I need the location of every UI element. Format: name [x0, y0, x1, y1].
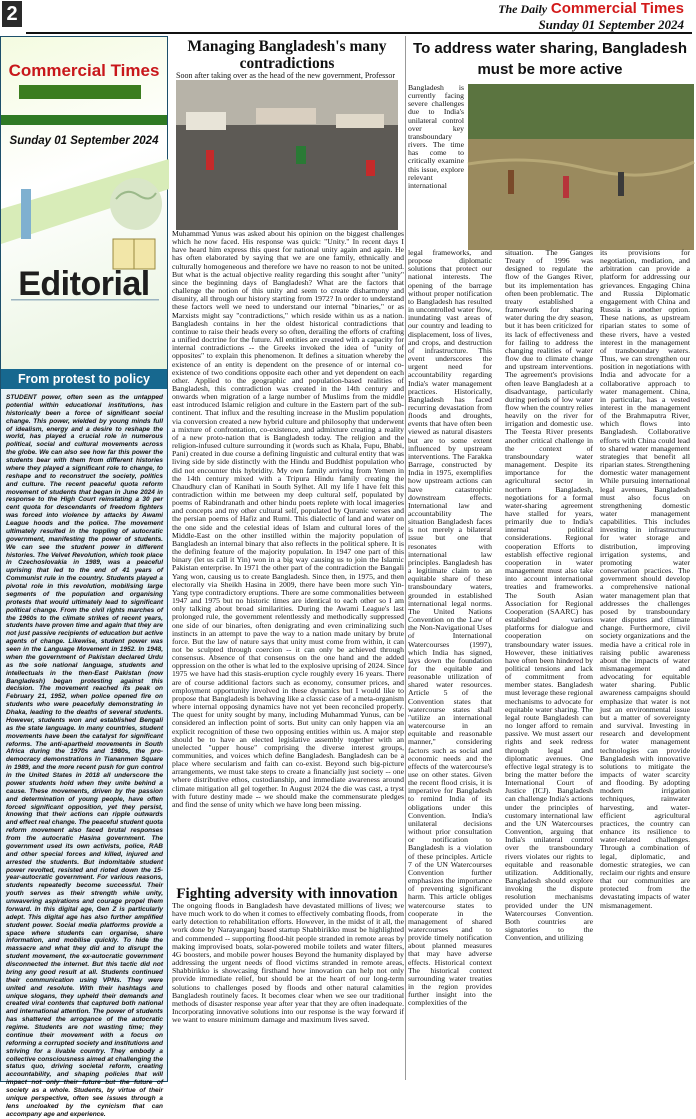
- photo-flag-red: [206, 150, 214, 170]
- article-headline-innovation: Fighting adversity with innovation: [176, 886, 398, 902]
- article-paragraph: legal frameworks, and propose diplomatic solutions that protect our national interests. The opening of the barrage without proper notification to Bangladesh has resulted in uncontrolled water flow, inundating vast areas of our country and leading to displacement, loss of lives, and crops, and destruction of infrastructure. This event underscores the urgent need for accountability regarding India's water management practices. Historically, Bangladesh has faced recurring devastation from floods and droughts, events that have often been viewed as natural disasters but are to some extent influenced by upstream interventions. The Farakka Barrage, constructed by India in 1975, exemplifies how upstream actions can have catastrophic downstream effects. International law and accountability The situation Bangladesh faces is not merely a bilateral issue but one that resonates with international law principles. Bangladesh has a legitimate claim to an equitable share of these transboundary waters, grounded in established international legal norms. The United Nations Convention on the Law of the Non-Navigational Uses of International Watercourses (1997), which India has signed, lays down the foundation for the equitable and reasonable utilization of shared water resources. Article 5 of the Convention states that watercourse states shall "utilize an international watercourse in an equitable and reasonable manner," considering factors such as social and economic needs and the effects of the watercourse's use on other states. Given the recent flood crisis, it is imperative for Bangladesh to remind India of its obligations under this Convention. India's unilateral decisions without prior consultation or notification to Bangladesh is a violation of these principles. Article 7 of the UN Watercourses Convention further emphasizes the importance of preventing significant harm. This article obliges watercourse states to cooperate in the management of shared watercourses and to provide timely notification about planned measures that may have adverse effects. Historical context The historical context surrounding water treaties in the region provides further insight into the complexities of the: [408, 248, 492, 1008]
- editorial-sidebar: [0, 36, 168, 1118]
- article-body-innovation: [172, 902, 404, 1024]
- photo-person-2: [563, 176, 569, 198]
- headline-line-2: must be more active: [477, 61, 623, 78]
- masthead-rule: [26, 32, 692, 34]
- illustration-globe: [110, 178, 162, 230]
- newspaper-brand: Commercial Times: [550, 0, 684, 17]
- photo-person-1: [508, 170, 514, 194]
- article-paragraph: The ongoing floods in Bangladesh have devastated millions of lives; we have much work to do when it comes to effectively combating floods, from early detection to rehabilitation efforts. However, in the midst of it all, the work done by Narayanganj based startup Shabbirikko must be highlighted and commended -- supporting flood-hit people stranded in remote areas by making improvised boats, solar-powered mobile toilets and water filters, 4G boosters, and mobile power houses Beyond the humanity displayed by addressing the urgent needs of flood victims stranded in remote areas, Shabbirikko is showcasing firsthand how innovation can help not only provide immediate relief, but should be at the heart of our long-term solutions to challenges posed by floods and other natural calamities Bangladesh routinely faces. It becomes clear when we see our traditional methods of disaster response year after year that they are often inadequate. Incorporating innovative solutions into our response is the way forward if we want to ensure minimum damage and maximum lives saved.: [172, 901, 404, 1025]
- editorial-body: [6, 394, 163, 1119]
- article-headline-water-sharing: [408, 38, 692, 80]
- photo-flag-red-2: [366, 160, 375, 176]
- newspaper-prefix: The Daily: [498, 2, 548, 16]
- protest-crowd-photo: [176, 80, 398, 230]
- newspaper-name: [498, 1, 684, 17]
- water-article-column-3: [600, 249, 690, 910]
- editorial-paragraph: STUDENT power, often seen as the untapped potential within educational institutions, has historically been a force of significant social change. This power, wielded by young minds full of idealism, energy and a desire to reshape the world, has played a crucial role in numerous political, social and cultural movements across the globe. We can also see how far this power the students bear with them from different histories where they played a significant role to change, to reshape and to reconstruct the society, politics and culture. The recent peaceful quota reform movement of students that began in June 2024 in response to the High Court reinstating a 30 per cent quota for descendants of freedom fighters was forced into violence by attacks by Awami League hoods and the police. The movement ultimately resulted in the toppling of autocratic government, manifesting the power of students. We can see the student power in different histories. The Velvet Revolution, which took place in Czechoslovakia in 1989, was a peaceful uprising that led to the end of 41 years of Communist rule in the country. Students played a pivotal role in this revolution, mobilising large segments of the population and organising protests that would ultimately lead to significant political change. From the civil rights marches of the 1960s to the climate strikes of recent years, students have proven time and again that they are not just passive recipients of education but active agents of change. Likewise, student power was seen in the Language Movement in 1952. In 1948, when the government of Pakistan declared Urdu as the sole national language, students and intellectuals in the then-East Pakistan (now Bangladesh) began protesting against this decision. The movement reached its peak on February 21, 1952, when police opened fire on students who were peacefully demonstrating in Dhaka, leading to the deaths of several students. However, students won and established Bengali as the state language. In many countries, student movements have been the catalyst for significant reforms. The anti-apartheid movements in South Africa during the 1970s and 1980s, the pro-democracy demonstrations in Tiananmen Square in 1989, and the more recent push for gun control in the United States in 2018 all underscore the power students hold when they unite behind a cause. These movements, driven by the passion and determination of young people, have often forced significant opposition, yet they persist, knowing that their actions can ripple outwards and effect real change. The peaceful student quota reform movement also faced brutal responses from the autocratic Hasina government. The government used its own activists, police, RAB and other special forces and killed, injured and arrested the students. But indomitable student power revolted, resisted and rioted down the 15-year-autocratic government. For various reasons, students repeatedly become successful. Their youth serves as their strength while unity, unwavering aspirations and courage propel them forward. In this digital age, Gen Z is particularly adept. This digital age has also further amplified student power. Social media platforms provide a space where students can organise, share information, and mobilise quickly. To hide the massacre and what they did and to disrupt the student movement, the ex-autocratic government disconnected the internet. But this tactic did not bring any good result at all. Students continued their communication using VPNs. They were united and resolute. With their hashtags and unique slogans, they upheld their demands and created viral contents that captured both national and international attention. The power of students has shattered the arrogance of the autocratic regime. Students are not wasting time; they continue their movement with a focus on reforming a corrupted society and institutions and striving for a livable country. They embody a collective consciousness aimed at challenging the status quo, driving societal reform, creating accountability, and shaping policies that will impact not only their future but the future of society as a whole. Students, by virtue of their unique perspective, often see issues through a lens uncloaked by the cynicism that can accompany age and experience.: [6, 394, 163, 1118]
- article-paragraph: Muhammad Yunus was asked about his opinion on the biggest challenges which he now faced. His response was quick: "Unity." In recent days I have heard him express this quest for national unity again and again. He has often elaborated by saying that we are one family, ethnically and culturally homogeneous and therefore we have no reason to not be united. But what is the actual objective reality regarding this sought after "unity" since the beginning days of Bangladesh? What are the factors that challenge the notion of this unity and seem to create disharmony and disunity, all through our history starting from 1972? In order to understand these factors well we need to understand our internal "binaries," or as Marxists might say "contradictions," which reside within us as a nation. Bangladesh contains in her the oldest historical contradictions that continue to raise their heads every so often, derailing the efforts of crafting a unified doctrine for the future. All entities are created with a capacity for internal contradictions -- the Greeks invoked the idea of "unity of opposites" to explain this phenomenon. It defines a situation whereby the existence of an entity is dependent on the presence of or internal co-existence of two conditions opposite each other and yet dependent on each other. Applied to the geographic and population-based realities of Bangladesh, this contradiction was created in the 14th century and onwards when migration of a large number of Muslims from the middle east introduced Islamic religion and culture in the Eastern part of the sub-continent. That influx and the resulting increase in the Muslim population via conversion created a new hybrid culture and philosophy that underwent a mixture of confrontation, co-existence, and admixture creating a reality of a new proto-nation that is Bangladesh today. The religion and the religion-infused culture surrounding it (words such as Khala, Fupu, Bhabi, Pani) created in due course a defining linguistic and cultural entity that was living side by side distinctly with the Hindu and Buddhist population who did not encounter this hybridity. My own family arriving from Yemen in the 14th century mixed with a Tripura Hindu family creating the Chaudhury clan of Kanihati in South Sylhet. All my life I have felt this contradiction within me between my deep cultural self, populated by poems of Rabindranath and other hindu poets replete with local imageries and concepts and my other cultural self, populated by Quranic verses and the persian poems of Hafiz and Rumi. This dialectic of land and water on the one side and the celestial ideas of Islam and cultural lores of the Middle-East on the other instilled within the majority population of Bangladesh an internal binary that also reflects in the political sphere. It is the defining feature of the majority population. In 1947 one part of this binary (let us call it Yin) won in a big way causing us to join the Islamic Pakistan enterprise. In 1971 the other part of the contradiction the Bangali Yang won, causing us to create Bangladesh. Since then, in 1975, and then electorally via Sheikh Hasina in 2009, there have been more such Yin-Yang type contradictory eruptions. There are some commonalities between 1947 and 1975 but no historic times are identical to each other so I am only talking about broad similarities. During the Awami League's last prolonged rule, the government relentlessly and methodically suppressed one side of our binaries, often denigrating and even criminalizing such instincts in an attempt to pave the way to a nation made unitary by brute force. But the law of nature says that unity must come from within, it can not be sculpted through coercion -- it can only be achieved through consensus. Absence of that consensus on the one hand and the added oppression on the other is what led to the explosive uprising of 2024. Since 1975 we have had this stasis-eruption cycle roughly every 16 years. There are of course additional factors such as economy, consumer prices, and employment opportunity involved in these dynamics but I would like to propose that Bangladesh is behaving like a classic case of a meta-organism where internal opposing dynamics have not yet been reconciled properly. The quest for unity sought by many, including Muhammad Yunus, can be considered an inflection point of sorts. But unity can only happen via an explicit recognition of these two opposing entities within us. A major step should be to have an elected legislative assembly together with an unelected "upper house" comprising the diverse interest groups, communities, and voices which define Bangladesh. Bangladesh can be a place where secularism and faith can co-exist. Beyond such big-picture arrangements, we must take steps to create a financially just society -- one where distributive ethos, custodianship, and immediate awareness around climate mitigation all gel together. In August 2024 the die was cast, a tryst with future destiny made -- we should make the commensurate pledges and find the sense of unity which we have long been missing.: [172, 229, 404, 809]
- water-article-column-2: [505, 249, 593, 942]
- masthead: [498, 1, 684, 32]
- water-article-intro-column: [408, 84, 464, 190]
- sidebar-brand-title: Commercial Times: [8, 61, 160, 80]
- sidebar-green-strip: [1, 115, 167, 125]
- photo-flag-green: [296, 146, 306, 164]
- photo-crowd: [176, 125, 398, 230]
- photo-person-3: [618, 172, 624, 196]
- article-headline-contradictions: Managing Bangladesh's many contradictions: [187, 38, 387, 72]
- issue-date: Sunday 01 September 2024: [538, 17, 684, 32]
- article-paragraph: Bangladesh is currently facing severe challenges due to India's unilateral control over key transboundary rivers. The time has come to critically examine this issue, explore relevant international: [408, 83, 464, 190]
- photo-tree-line: [468, 84, 694, 139]
- photo-banner-left: [186, 112, 226, 130]
- column-divider: [405, 36, 406, 1080]
- page-number: 2: [2, 1, 22, 27]
- article-body-contradictions: [172, 230, 404, 809]
- article-lead-line: Soon after taking over as the head of the new government, Professor: [176, 71, 396, 80]
- illustration-pencil: [21, 189, 31, 239]
- photo-banner-center: [256, 108, 316, 124]
- water-article-column-1: [408, 249, 492, 1008]
- headline-line-1: To address water sharing, Bangladesh: [413, 40, 687, 57]
- editorial-subheading: From protest to policy: [1, 369, 167, 389]
- editorial-heading: Editorial: [18, 265, 150, 303]
- sidebar-brand-underline: [19, 85, 141, 99]
- photo-floodwater: [468, 139, 694, 250]
- flood-photo: [468, 84, 694, 250]
- sidebar-date: Sunday 01 September 2024: [9, 135, 159, 147]
- photo-banner-right: [336, 114, 384, 128]
- sidebar-illustration: [1, 149, 169, 379]
- article-paragraph: its provisions for negotiation, mediation, and arbitration can provide a platform for addressing our grievances. Engaging China and Russia Diplomatic engagement with China and Russia is another option. These nations, as upstream riparian states to some of these rivers, have a vested interest in the management of transboundary waters. Thus, we can strengthen our position in negotiations with India and advocate for a collaborative approach to water management. China, in particular, has a vested interest in the management of the Brahmaputra River, which flows into Bangladesh. Collaborative efforts with China could lead to shared water management strategies that benefit all riparian states. Strengthening domestic water management While pursuing international legal avenues, Bangladesh must also focus on strengthening domestic water management capabilities. This includes investing in infrastructure for water storage and distribution, improving irrigation systems, and promoting water conservation practices. The government should develop a comprehensive national water management plan that addresses the challenges posed by transboundary water disputes and climate change. Furthermore, civil society organizations and the media have a critical role in raising public awareness about the impacts of water mismanagement and advocating for equitable water sharing. Public awareness campaigns should emphasize that water is not just an environmental issue but a matter of sovereignty and survival. Investing in research and development for water management technologies can provide Bangladesh with innovative solutions to mitigate the impacts of water scarcity and flooding. By adopting modern irrigation techniques, rainwater harvesting, and water-efficient agricultural practices, the country can enhance its resilience to water-related challenges. Through a combination of legal, diplomatic, and domestic strategies, we can reclaim our rights and ensure that our communities are protected from the devastating impacts of water mismanagement.: [600, 248, 690, 910]
- article-paragraph: situation. The Ganges Treaty of 1996 was designed to regulate the flow of the Ganges River, but its implementation has often been problematic. The treaty established a framework for sharing water during the dry season, but it has been criticized for its lack of effectiveness and for failing to address the changing realities of water flow due to climate change and upstream interventions. The agreement's provisions often leave Bangladesh at a disadvantage, particularly during periods of low water flow when the country relies heavily on the river for irrigation and domestic use. The Teesta River presents another critical challenge in the context of transboundary water management. Despite its importance for the agricultural sector in northern Bangladesh, negotiations for a formal water-sharing agreement have stalled for years, primarily due to India's internal political considerations. Regional cooperation Efforts to establish effective regional cooperation in water management must also take into account international treaties and frameworks. The South Asian Association for Regional Cooperation (SAARC) has established various platforms for dialogue and cooperation on transboundary water issues. However, these initiatives have often been hindered by political tensions and lack of commitment from member states. Bangladesh must leverage these regional mechanisms to advocate for equitable water sharing. The legal route Bangladesh can no longer afford to remain passive. We must assert our rights and seek redress through legal and diplomatic avenues. One effective legal strategy is to bring the matter before the International Court of Justice (ICJ). Bangladesh can challenge India's actions under the principles of customary international law and the UN Watercourses Convention, arguing that India's unilateral control over the transboundary rivers violates our rights to equitable and reasonable utilization. Additionally, Bangladesh should explore invoking the dispute resolution mechanisms provided under the UN Watercourses Convention. Both countries are signatories to the Convention, and utilizing: [505, 248, 593, 943]
